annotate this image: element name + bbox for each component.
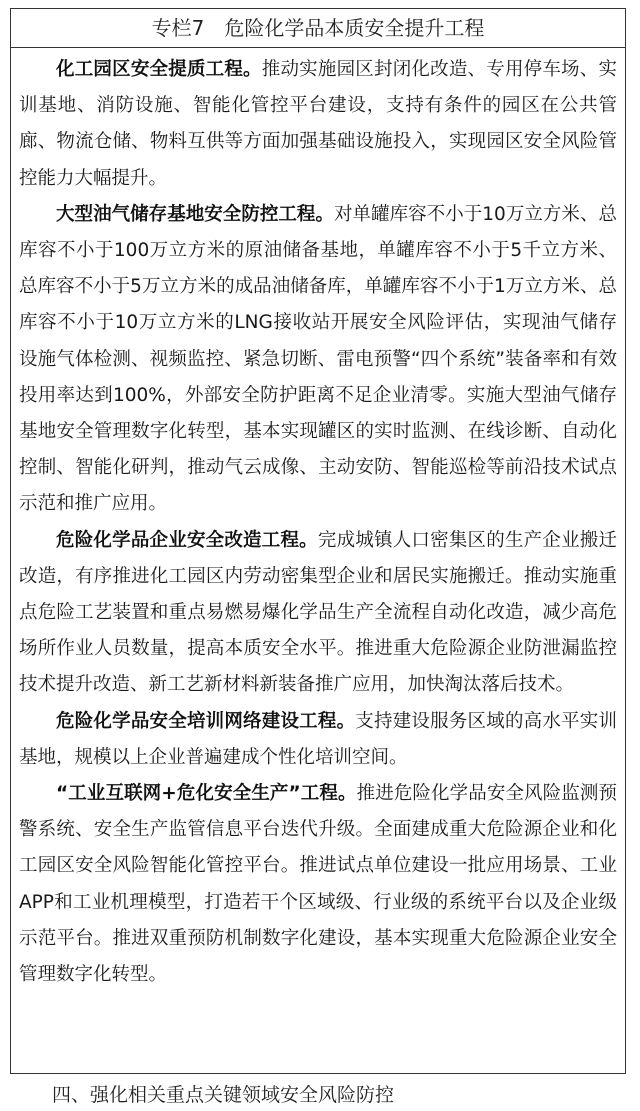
column-body <box>11 48 625 993</box>
paragraph-text: 推进危险化学品安全风险监测预警系统、安全生产监管信息平台迭代升级。全面建成重大危险源企业和化工园区安全风险智能化管控平台。推进试点单位建设一批应用场景、工业APP和工业机理模型，打造若干个区域级、行业级的系统平台以及企业级示范平台。推进双重预防机制数字化建设，基本实现重大危险源企业安全管理数字化转型。 <box>19 783 617 986</box>
column-title: 专栏7 危险化学品本质安全提升工程 <box>11 9 625 48</box>
paragraph-heading: “工业互联网+危化安全生产”工程。 <box>56 783 357 805</box>
paragraph-text: 推动实施园区封闭化改造、专用停车场、实训基地、消防设施、智能化管控平台建设，支持有条件的园区在公共管廊、物流仓储、物料互供等方面加强基础设施投入，实现园区安全风险管控能力大幅提升。 <box>19 59 617 189</box>
paragraph-training-network <box>19 704 617 776</box>
section-heading: 四、强化相关重点关键领域安全风险防控 <box>52 1084 395 1106</box>
paragraph-text: 对单罐库容不小于10万立方米、总库容不小于100万立方米的原油储备基地，单罐库容不小于5千立方米、总库容不小于5万立方米的成品油储备库，单罐库容不小于1万立方米、总库容不小于10万立方米的LNG接收站开展安全风险评估，实现油气储存设施气体检测、视频监控、紧急切断、雷电预警“四个系统”装备率和有效投用率达到100%，外部安全防护距离不足企业清零。实施大型油气储存基地安全管理数字化转型，基本实现罐区的实时监测、在线诊断、自动化控制、智能化研判，推动气云成像、主动安防、智能巡检等前沿技术试点示范和推广应用。 <box>19 203 617 515</box>
paragraph-oil-gas-storage <box>19 197 617 523</box>
paragraph-heading: 化工园区安全提质工程。 <box>56 59 262 80</box>
paragraph-enterprise-retrofit <box>19 523 617 704</box>
paragraph-industrial-internet <box>19 776 617 993</box>
paragraph-heading: 危险化学品安全培训网络建设工程。 <box>56 710 356 732</box>
paragraph-text: 完成城镇人口密集区的生产企业搬迁改造，有序推进化工园区内劳动密集型企业和居民实施搬迁。推动实施重点危险工艺装置和重点易燃易爆化学品生产全流程自动化改造，减少高危场所作业人员数量，提高本质安全水平。推进重大危险源企业防泄漏监控技术提升改造、新工艺新材料新装备推广应用，加快淘汰落后技术。 <box>19 529 617 696</box>
paragraph-text: 支持建设服务区域的高水平实训基地，规模以上企业普遍建成个性化培训空间。 <box>19 710 617 768</box>
paragraph-heading: 危险化学品企业安全改造工程。 <box>56 529 318 551</box>
column-box <box>10 8 626 1074</box>
paragraph-heading: 大型油气储存基地安全防控工程。 <box>56 203 334 225</box>
paragraph-chemical-park <box>19 52 617 197</box>
